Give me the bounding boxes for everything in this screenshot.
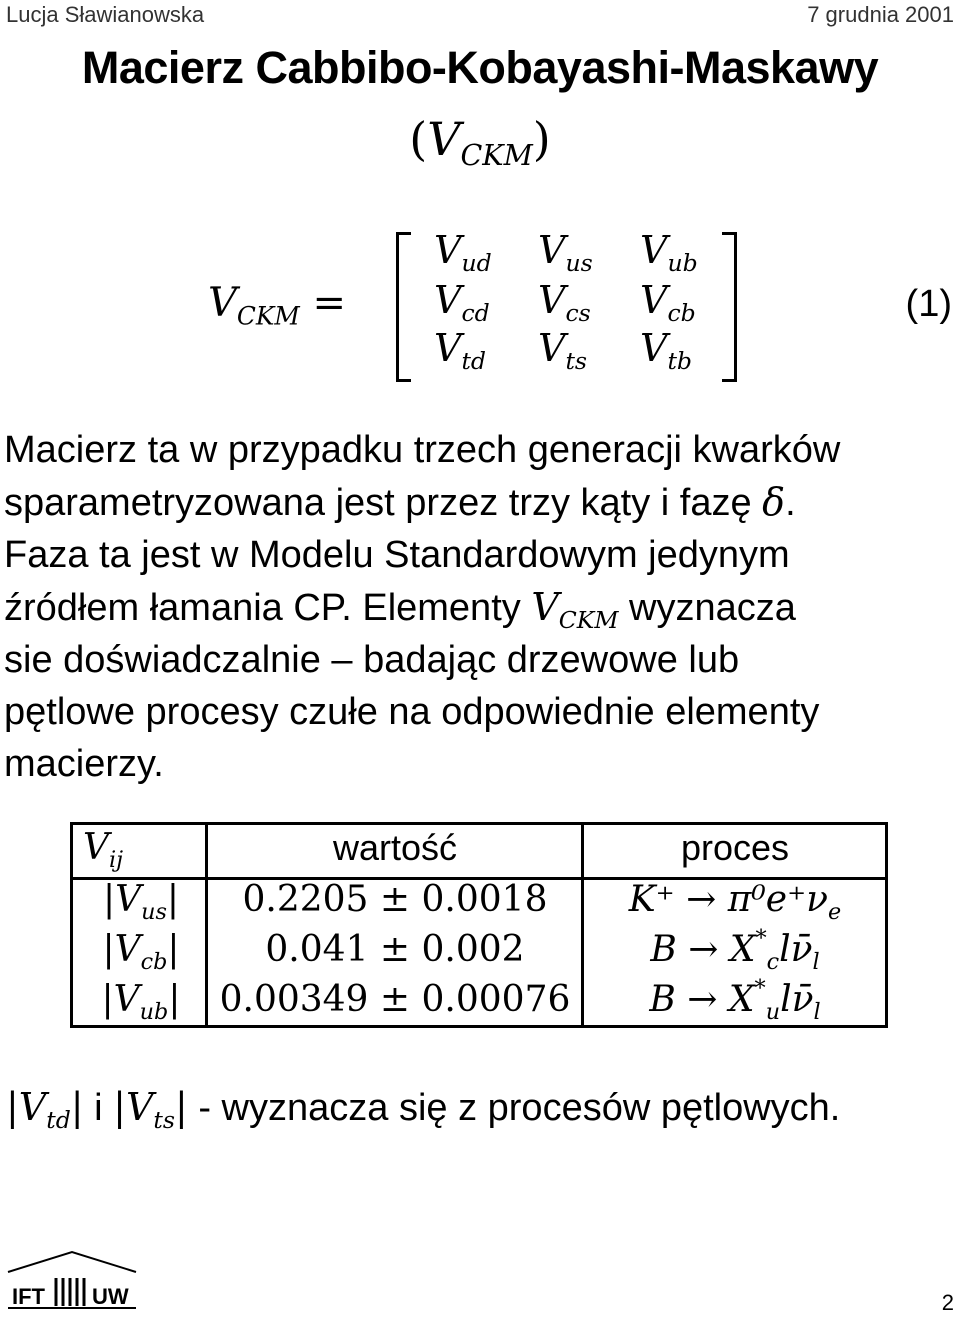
matrix-right-bracket [722, 232, 737, 382]
table-cell-process: $B \to X^*_ul\nū_l$ [649, 975, 821, 1025]
table-divider [581, 825, 584, 1025]
matrix-cell: $V_{ub}$ [640, 228, 698, 278]
table-header-element: $V_{ij}$ [83, 827, 124, 873]
matrix-cell: $V_{cb}$ [640, 278, 696, 328]
paragraph-line: Faza ta jest w Modelu Standardowym jedynym [4, 534, 790, 576]
matrix-cell: $V_{ud}$ [434, 228, 492, 278]
paragraph-line: macierzy. [4, 743, 164, 785]
matrix-cell: $V_{tb}$ [640, 326, 692, 376]
matrix-cell: $V_{ts}$ [538, 326, 587, 376]
table-cell-process: $K^+ \to \pi^0e^+\nu_e$ [628, 879, 842, 925]
matrix-cell: $V_{cd}$ [434, 278, 490, 328]
paragraph-line: Macierz ta w przypadku trzech generacji kwarków [4, 429, 841, 471]
table-cell-element: $|V_{ub}|$ [101, 979, 181, 1025]
matrix-cell: $V_{td}$ [434, 326, 486, 376]
table-cell-element: $|V_{us}|$ [102, 879, 180, 925]
loop-process-note: $|V_{td}|$ i $|V_{ts}|$ - wyznacza się z procesów pętlowych. [6, 1085, 841, 1135]
paragraph-line: sparametryzowana jest przez trzy kąty i fazę δ. [4, 480, 796, 524]
page-number: 2 [941, 1290, 954, 1315]
header-author: Lucja Sławianowska [6, 2, 205, 27]
table-divider [205, 825, 208, 1025]
paragraph-line: sie doświadczalnie – badając drzewowe lub [4, 639, 740, 681]
table-cell-value: 0.00349 ± 0.00076 [219, 979, 571, 1020]
matrix-cell: $V_{us}$ [538, 228, 593, 278]
table-cell-element: $|V_{cb}|$ [102, 929, 180, 975]
logo-uw-text: UW [92, 1284, 129, 1309]
page-title: Macierz Cabbibo-Kobayashi-Maskawy [81, 42, 879, 93]
page-subtitle: $(V_{CKM})$ [409, 112, 551, 172]
building-icon [6, 1248, 138, 1312]
paragraph-line: źródłem łamania CP. Elementy $V_{CKM}$ wyznacza [4, 585, 796, 635]
table-cell-value: 0.041 ± 0.002 [265, 929, 525, 970]
ckm-values-table [70, 822, 888, 1028]
table-cell-value: 0.2205 ± 0.0018 [242, 879, 548, 920]
logo-ift-text: IFT [12, 1284, 45, 1309]
table-header-value: wartość [332, 827, 458, 868]
table-cell-process: $B \to X^*_cl\nū_l$ [650, 925, 820, 975]
header-date: 7 grudnia 2001 [807, 2, 954, 27]
matrix-left-bracket [396, 232, 411, 382]
ift-uw-logo [6, 1248, 138, 1312]
matrix-cell: $V_{cs}$ [538, 278, 591, 328]
body-paragraph [4, 424, 956, 790]
equation-number: (1) [905, 283, 952, 325]
table-header-process: proces [680, 827, 790, 868]
equation-lhs: $V_{CKM}$ = [208, 280, 347, 331]
paragraph-line: pętlowe procesy czułe na odpowiednie elementy [4, 691, 820, 733]
